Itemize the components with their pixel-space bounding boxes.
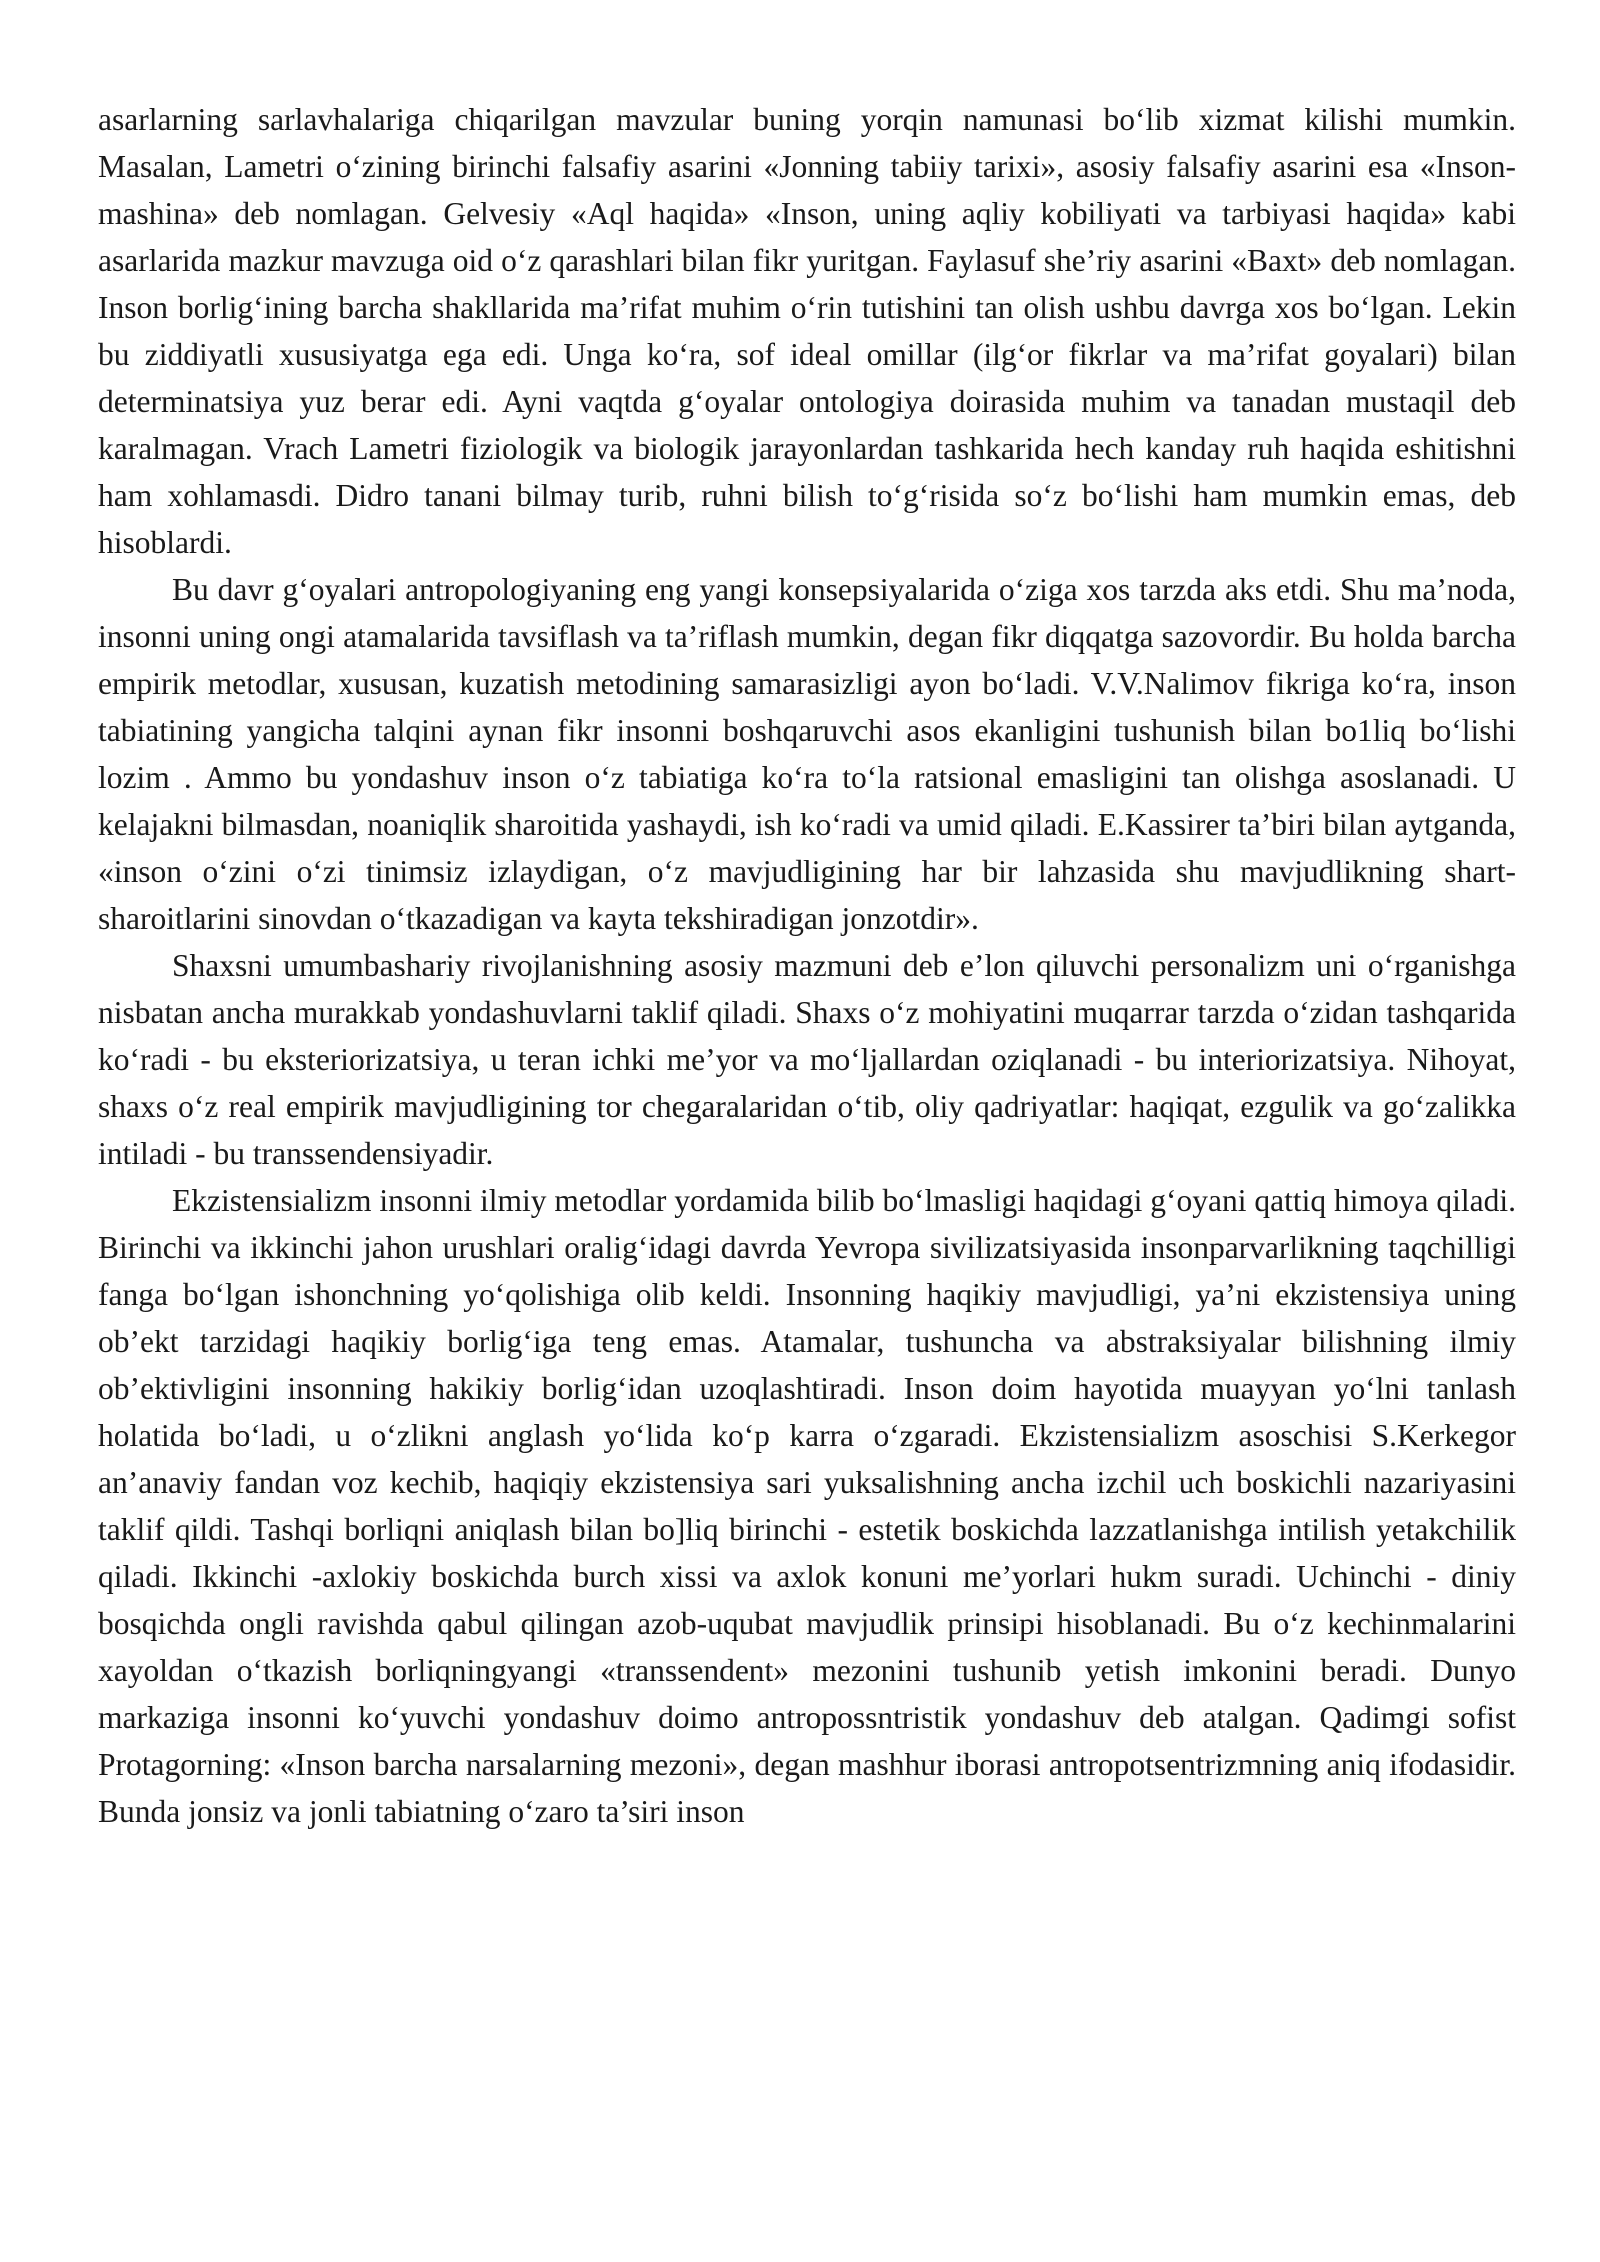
paragraph-1: asarlarning sarlavhalariga chiqarilgan mavzular buning yorqin namunasi boʻlib xizmat kilishi mumkin. Masalan, Lametri oʻzining birinchi falsafiy asarini «Jonning tabiiy tarixi», asosiy falsafiy asarini esa «Inson-mashina» deb nomlagan. Gelvesiy «Aql haqida» «Inson, uning aqliy kobiliyati va tarbiyasi haqida» kabi asarlarida mazkur mavzuga oid oʻz qarashlari bilan fikr yuritgan. Faylasuf she’riy asarini «Baxt» deb nomlagan. Inson borligʻining barcha shakllarida ma’rifat muhim oʻrin tutishini tan olish ushbu davrga xos boʻlgan. Lekin bu ziddiyatli xususiyatga ega edi. Unga koʻra, sof ideal omillar (ilgʻor fikrlar va ma’rifat goyalari) bilan determinatsiya yuz berar edi. Ayni vaqtda gʻoyalar ontologiya doirasida muhim va tanadan mustaqil deb karalmagan. Vrach Lametri fiziologik va biologik jarayonlardan tashkarida hech kanday ruh haqida eshitishni ham xohlamasdi. Didro tanani bilmay turib, ruhni bilish toʻgʻrisida soʻz boʻlishi ham mumkin emas, deb hisoblardi.	[98, 102, 1516, 560]
paragraph-4: Ekzistensializm insonni ilmiy metodlar yordamida bilib boʻlmasligi haqidagi gʻoyani qattiq himoya qiladi. Birinchi va ikkinchi jahon urushlari oraligʻidagi davrda Yevropa sivilizatsiyasida insonparvarlikning taqchilligi fanga boʻlgan ishonchning yoʻqolishiga olib keldi. Insonning haqikiy mavjudligi, ya’ni ekzistensiya uning ob’ekt tarzidagi haqikiy borligʻiga teng emas. Atamalar, tushuncha va abstraksiyalar bilishning ilmiy ob’ektivligini insonning hakikiy borligʻidan uzoqlashtiradi. Inson doim hayotida muayyan yoʻlni tanlash holatida boʻladi, u oʻzlikni anglash yoʻlida koʻp karra oʻzgaradi. Ekzistensializm asoschisi S.Kerkegor an’anaviy fandan voz kechib, haqiqiy ekzistensiya sari yuksalishning ancha izchil uch boskichli nazariyasini taklif qildi. Tashqi borliqni aniqlash bilan bo]liq birinchi - estetik boskichda lazzatlanishga intilish yetakchilik qiladi. Ikkinchi -axlokiy boskichda burch xissi va axlok konuni me’yorlari hukm suradi. Uchinchi - diniy bosqichda ongli ravishda qabul qilingan azob-uqubat mavjudlik prinsipi hisoblanadi. Bu oʻz kechinmalarini xayoldan oʻtkazish borliqningyangi «transsendent» mezonini tushunib yetish imkonini beradi. Dunyo markaziga insonni koʻyuvchi yondashuv doimo antropossntristik yondashuv deb atalgan. Qadimgi sofist Protagorning: «Inson barcha narsalarning mezoni», degan mashhur iborasi antropotsentrizmning aniq ifodasidir. Bunda jonsiz va jonli tabiatning oʻzaro ta’siri inson	[98, 1183, 1516, 1829]
paragraph-2: Bu davr gʻoyalari antropologiyaning eng yangi konsepsiyalarida oʻziga xos tarzda aks etdi. Shu ma’noda, insonni uning ongi atamalarida tavsiflash va ta’riflash mumkin, degan fikr diqqatga sazovordir. Bu holda barcha empirik metodlar, xususan, kuzatish metodining samarasizligi ayon boʻladi. V.V.Nalimov fikriga koʻra, inson tabiatining yangicha talqini aynan fikr insonni boshqaruvchi asos ekanligini tushunish bilan bo1liq boʻlishi lozim . Ammo bu yondashuv inson oʻz tabiatiga koʻra toʻla ratsional emasligini tan olishga asoslanadi. U kelajakni bilmasdan, noaniqlik sharoitida yashaydi, ish koʻradi va umid qiladi. E.Kassirer ta’biri bilan aytganda, «inson oʻzini oʻzi tinimsiz izlaydigan, oʻz mavjudligining har bir lahzasida shu mavjudlikning shart-sharoitlarini sinovdan oʻtkazadigan va kayta tekshiradigan jonzotdir».	[98, 572, 1516, 936]
document-page	[98, 96, 1516, 1835]
paragraph-3: Shaxsni umumbashariy rivojlanishning asosiy mazmuni deb e’lon qiluvchi personalizm uni oʻrganishga nisbatan ancha murakkab yondashuvlarni taklif qiladi. Shaxs oʻz mohiyatini muqarrar tarzda oʻzidan tashqarida koʻradi - bu eksteriorizatsiya, u teran ichki me’yor va moʻljallardan oziqlanadi - bu interiorizatsiya. Nihoyat, shaxs oʻz real empirik mavjudligining tor chegaralaridan oʻtib, oliy qadriyatlar: haqiqat, ezgulik va goʻzalikka intiladi - bu transsendensiyadir.	[98, 948, 1516, 1171]
